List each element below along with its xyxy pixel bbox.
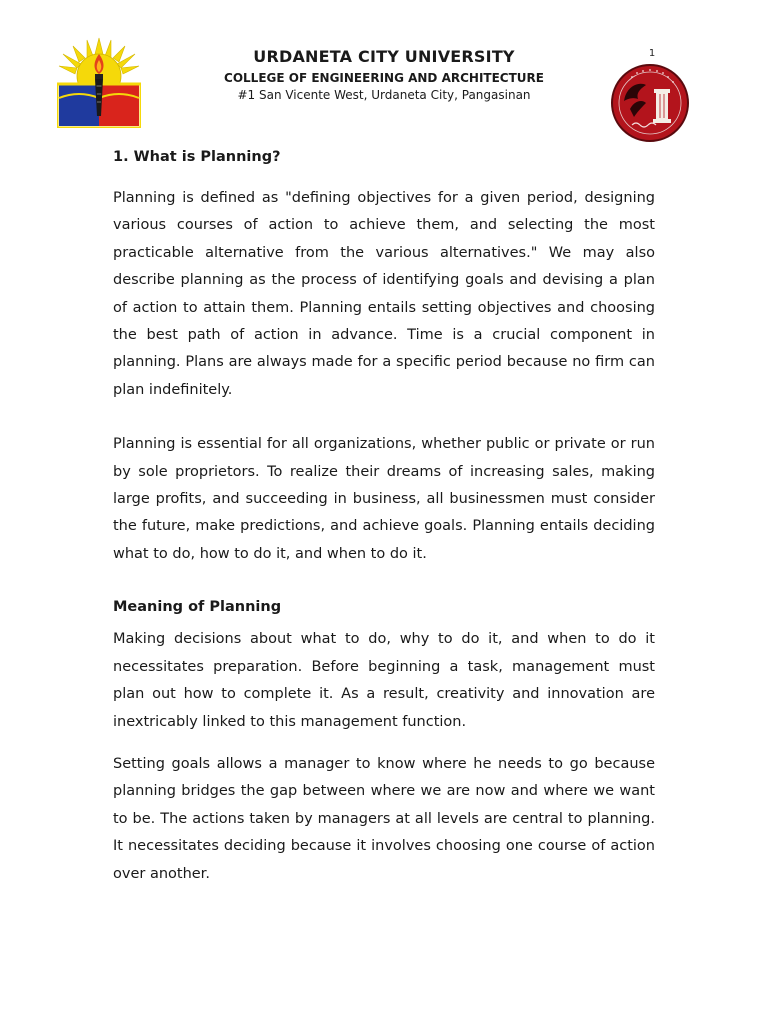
college-seal-logo-icon: [610, 63, 690, 143]
university-name: URDANETA CITY UNIVERSITY: [253, 47, 515, 66]
document-header: [200, 47, 568, 103]
paragraph-meaning: Making decisions about what to do, why to do it, and when to do it necessitates preparation. Before beginning a task, management must plan out how to complete it. As a result, creativity and innovation are inextricably linked to this management function.: [113, 631, 655, 730]
section-heading-what-is-planning: 1. What is Planning?: [113, 149, 281, 165]
document-body: [113, 146, 655, 888]
university-sun-torch-logo-icon: [57, 36, 141, 128]
paragraph-definition: Planning is defined as "defining objectives for a given period, designing various courses of action to achieve them, and selecting the most practicable alternative from the various alternatives." We may also describe planning as the process of identifying goals and devising a plan of action to attain them. Planning entails setting objectives and choosing the best path of action in advance. Time is a crucial component in planning. Plans are always made for a specific period because no firm can plan indefinitely.: [113, 190, 655, 398]
section-heading-meaning-of-planning: Meaning of Planning: [113, 599, 282, 616]
page-number: 1: [648, 48, 656, 59]
college-name: COLLEGE OF ENGINEERING AND ARCHITECTURE: [224, 71, 544, 85]
paragraph-setting-goals: Setting goals allows a manager to know where he needs to go because planning bridges the gap between where we are now and where we want to be. The actions taken by managers at all levels are central to planning. It necessitates deciding because it involves choosing one course of action over another.: [113, 755, 655, 882]
paragraph-importance: Planning is essential for all organizations, whether public or private or run by sole proprietors. To realize their dreams of increasing sales, making large profits, and succeeding in business, all businessmen must consider the future, make predictions, and achieve goals. Planning entails deciding what to do, how to do it, and when to do it.: [113, 436, 655, 562]
university-address: #1 San Vicente West, Urdaneta City, Pangasinan: [237, 88, 531, 102]
